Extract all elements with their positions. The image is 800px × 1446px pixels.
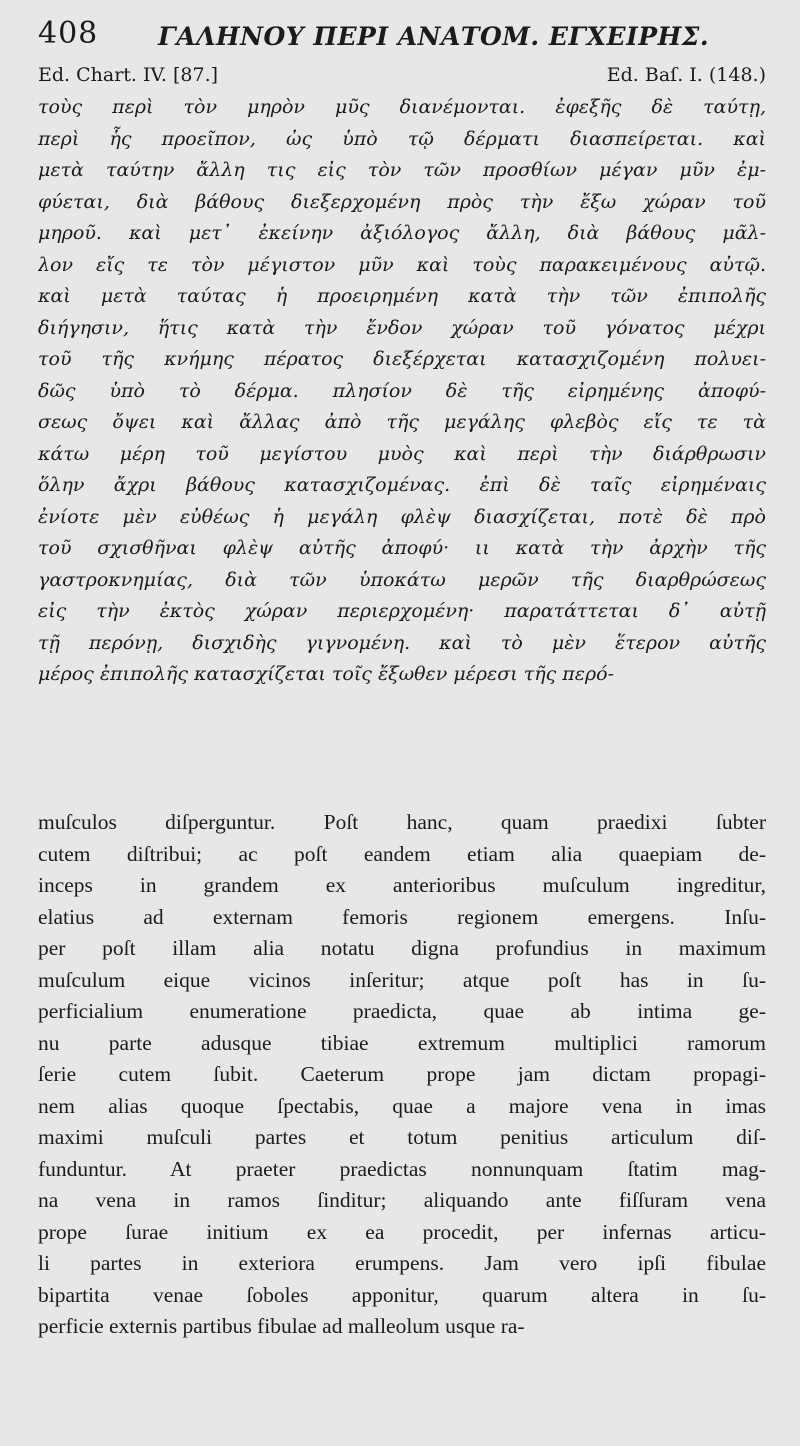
- latin-text-line: nem alias quoque ſpectabis, quae a majore vena in imas: [38, 1093, 766, 1118]
- latin-text-line: perficialium enumeratione praedicta, quae ab intima ge-: [38, 999, 766, 1023]
- latin-text-line: cutem diſtribui; ac poſt eandem etiam alia quaepiam de-: [38, 841, 766, 866]
- latin-text-line: inceps in grandem ex anterioribus muſculum ingreditur,: [38, 873, 766, 897]
- greek-text-line: μηροῦ. καὶ μετ᾽ ἐκείνην ἀξιόλογος ἄλλη, διὰ βάθους μᾶλ-: [38, 222, 766, 244]
- latin-text-line: perficie externis partibus fibulae ad malleolum usque ra-: [38, 1314, 525, 1338]
- greek-text-line: λον εἴς τε τὸν μέγιστον μῦν καὶ τοὺς παρακειμένους αὐτῷ.: [38, 253, 766, 276]
- greek-text-line: σεως ὄψει καὶ ἄλλας ἀπὸ τῆς μεγάλης φλεβὸς εἴς τε τὰ: [38, 411, 766, 433]
- greek-text-line: καὶ μετὰ ταύτας ἡ προειρημένη κατὰ τὴν τῶν ἐπιπολῆς: [38, 285, 766, 307]
- edition-ref-basel: Ed. Baſ. I. (148.): [606, 64, 766, 86]
- latin-text-line: nu parte adusque tibiae extremum multiplici ramorum: [38, 1030, 766, 1055]
- greek-text-line: εἰς τὴν ἐκτὸς χώραν περιερχομένη· παρατάττεται δ᾽ αὐτῇ: [38, 600, 766, 622]
- greek-text-line: γαστροκνημίας, διὰ τῶν ὑποκάτω μερῶν τῆς διαρθρώσεως: [38, 568, 766, 591]
- latin-text-line: maximi muſculi partes et totum penitius articulum diſ-: [38, 1125, 766, 1149]
- greek-text-line: περὶ ἧς προεῖπον, ὡς ὑπὸ τῷ δέρματι διασπείρεται. καὶ: [38, 127, 766, 150]
- greek-text-line: ἐνίοτε μὲν εὐθέως ἡ μεγάλη φλὲψ διασχίζεται, ποτὲ δὲ πρὸ: [38, 505, 766, 528]
- page-header: [34, 12, 766, 56]
- edition-references: [34, 60, 766, 94]
- latin-text-line: elatius ad externam femoris regionem emergens. Inſu-: [38, 904, 766, 929]
- latin-text-line: prope ſurae initium ex ea procedit, per infernas articu-: [38, 1219, 766, 1244]
- latin-text-line: li partes in exteriora erumpens. Jam vero ipſi fibulae: [38, 1251, 766, 1275]
- latin-text-block: [38, 807, 766, 1343]
- latin-text-line: per poſt illam alia notatu digna profundius in maximum: [38, 936, 766, 960]
- greek-text-line: ὅλην ἄχρι βάθους κατασχιζομένας. ἐπὶ δὲ ταῖς εἰρημέναις: [38, 474, 766, 496]
- greek-text-line: κάτω μέρη τοῦ μεγίστου μυὸς καὶ περὶ τὴν διάρθρωσιν: [38, 442, 766, 465]
- latin-text-line: funduntur. At praeter praedictas nonnunquam ſtatim mag-: [38, 1156, 766, 1181]
- latin-text-line: ſerie cutem ſubit. Caeterum prope jam dictam propagi-: [38, 1062, 766, 1086]
- greek-text-line: μέρος ἐπιπολῆς κατασχίζεται τοῖς ἔξωθεν μέρεσι τῆς περό-: [38, 663, 615, 685]
- greek-text-block: [38, 92, 766, 691]
- greek-text-line: διήγησιν, ἥτις κατὰ τὴν ἔνδον χώραν τοῦ γόνατος μέχρι: [38, 316, 766, 339]
- edition-ref-chartier: Ed. Chart. IV. [87.]: [38, 64, 219, 86]
- greek-text-line: τῇ περόνῃ, δισχιδὴς γιγνομένη. καὶ τὸ μὲν ἕτερον αὐτῆς: [38, 631, 766, 654]
- page-number: 408: [38, 16, 99, 51]
- greek-text-line: τοῦ σχισθῆναι φλὲψ αὐτῆς ἀποφύ· ιι κατὰ τὴν ἀρχὴν τῆς: [38, 537, 766, 559]
- latin-text-line: muſculum eique vicinos inſeritur; atque poſt has in ſu-: [38, 967, 766, 992]
- latin-text-line: na vena in ramos ſinditur; aliquando ante fiſſuram vena: [38, 1188, 766, 1212]
- latin-text-line: muſculos diſperguntur. Poſt hanc, quam praedixi ſubter: [38, 810, 766, 834]
- greek-text-line: δῶς ὑπὸ τὸ δέρμα. πλησίον δὲ τῆς εἰρημένης ἀποφύ-: [38, 379, 766, 402]
- latin-text-line: bipartita venae ſoboles apponitur, quarum altera in ſu-: [38, 1282, 766, 1307]
- greek-text-line: φύεται, διὰ βάθους διεξερχομένη πρὸς τὴν ἔξω χώραν τοῦ: [38, 190, 766, 213]
- greek-text-line: τοὺς περὶ τὸν μηρὸν μῦς διανέμονται. ἐφεξῆς δὲ ταύτῃ,: [38, 96, 766, 118]
- running-head: ΓΑΛΗΝΟΥ ΠΕΡΙ ΑΝΑΤΟΜ. ΕΓΧΕΙΡΗΣ.: [158, 22, 710, 51]
- greek-text-line: μετὰ ταύτην ἄλλη τις εἰς τὸν τῶν προσθίων μέγαν μῦν ἐμ-: [38, 159, 766, 181]
- greek-text-line: τοῦ τῆς κνήμης πέρατος διεξέρχεται κατασχιζομένη πολυει-: [38, 348, 766, 370]
